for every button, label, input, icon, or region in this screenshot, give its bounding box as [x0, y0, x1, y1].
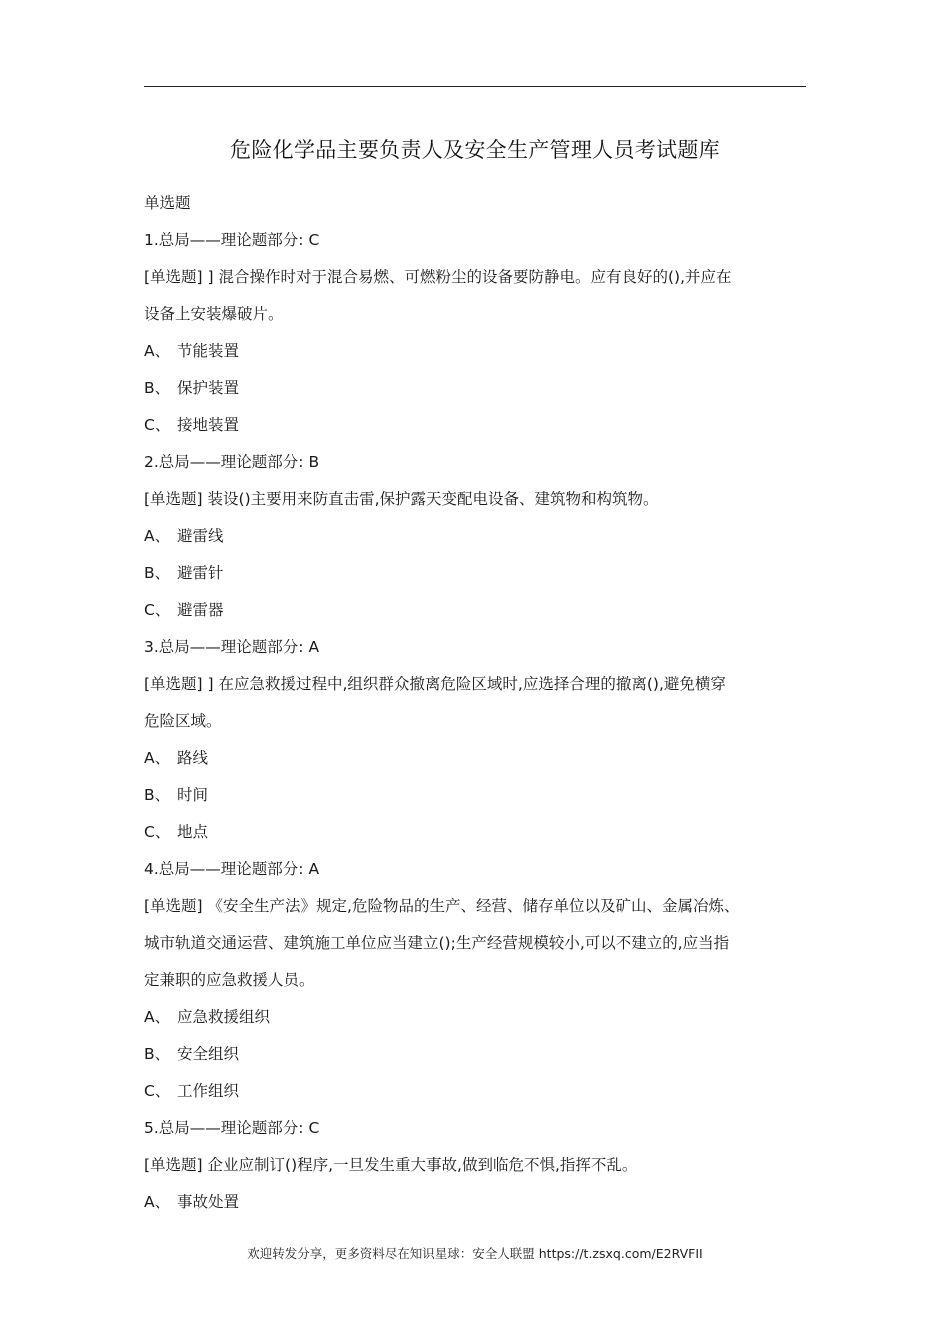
option-letter: C、 — [144, 1082, 171, 1100]
question-header: 3.总局——理论题部分: A — [144, 638, 320, 656]
option-text: 避雷针 — [177, 564, 224, 582]
question-header: 1.总局——理论题部分: C — [144, 231, 320, 249]
option-b — [144, 777, 812, 814]
option-c — [144, 407, 812, 444]
option-letter: C、 — [144, 601, 171, 619]
option-a — [144, 1184, 812, 1221]
question-stem: 危险区域。 — [144, 712, 222, 730]
option-letter: B、 — [144, 564, 171, 582]
option-text: 节能装置 — [177, 342, 240, 360]
question-stem: 定兼职的应急救援人员。 — [144, 971, 315, 989]
option-letter: A、 — [144, 342, 171, 360]
option-letter: C、 — [144, 416, 171, 434]
option-letter: A、 — [144, 1008, 171, 1026]
option-text: 路线 — [177, 749, 209, 767]
option-letter: C、 — [144, 823, 171, 841]
question-stem: [单选题] 装设()主要用来防直击雷,保护露天变配电设备、建筑物和构筑物。 — [144, 490, 659, 508]
option-text: 应急救援组织 — [177, 1008, 271, 1026]
question-header: 4.总局——理论题部分: A — [144, 860, 320, 878]
option-text: 接地装置 — [177, 416, 240, 434]
option-a — [144, 518, 812, 555]
option-text: 保护装置 — [177, 379, 240, 397]
option-letter: A、 — [144, 1193, 171, 1211]
option-b — [144, 555, 812, 592]
option-c — [144, 1073, 812, 1110]
header-rule — [144, 86, 806, 87]
option-a — [144, 740, 812, 777]
option-text: 时间 — [177, 786, 209, 804]
option-text: 事故处置 — [177, 1193, 240, 1211]
document-title: 危险化学品主要负责人及安全生产管理人员考试题库 — [230, 138, 720, 162]
question-stem: [单选题] ] 在应急救援过程中,组织群众撤离危险区域时,应选择合理的撤离(),避免横穿 — [144, 675, 726, 693]
option-text: 地点 — [177, 823, 209, 841]
question-stem: 设备上安装爆破片。 — [144, 305, 284, 323]
option-text: 避雷线 — [177, 527, 224, 545]
page-footer: 欢迎转发分享，更多资料尽在知识星球：安全人联盟 https://t.zsxq.com/E2RVFII — [247, 1246, 703, 1261]
option-letter: B、 — [144, 1045, 171, 1063]
option-a — [144, 333, 812, 370]
option-text: 工作组织 — [177, 1082, 240, 1100]
question-header: 2.总局——理论题部分: B — [144, 453, 320, 471]
question-stem: [单选题] ] 混合操作时对于混合易燃、可燃粉尘的设备要防静电。应有良好的(),并应在 — [144, 268, 732, 286]
option-letter: B、 — [144, 786, 171, 804]
option-b — [144, 370, 812, 407]
option-letter: B、 — [144, 379, 171, 397]
question-header: 5.总局——理论题部分: C — [144, 1119, 320, 1137]
option-text: 避雷器 — [177, 601, 224, 619]
option-c — [144, 592, 812, 629]
option-text: 安全组织 — [177, 1045, 240, 1063]
question-stem: [单选题] 企业应制订()程序,一旦发生重大事故,做到临危不惧,指挥不乱。 — [144, 1156, 638, 1174]
option-letter: A、 — [144, 527, 171, 545]
option-letter: A、 — [144, 749, 171, 767]
question-stem: [单选题] 《安全生产法》规定,危险物品的生产、经营、储存单位以及矿山、金属冶炼、 — [144, 897, 740, 915]
option-b — [144, 1036, 812, 1073]
question-stem: 城市轨道交通运营、建筑施工单位应当建立();生产经营规模较小,可以不建立的,应当指 — [144, 934, 730, 952]
question-list — [144, 185, 812, 1221]
section-heading: 单选题 — [144, 194, 191, 212]
option-a — [144, 999, 812, 1036]
option-c — [144, 814, 812, 851]
